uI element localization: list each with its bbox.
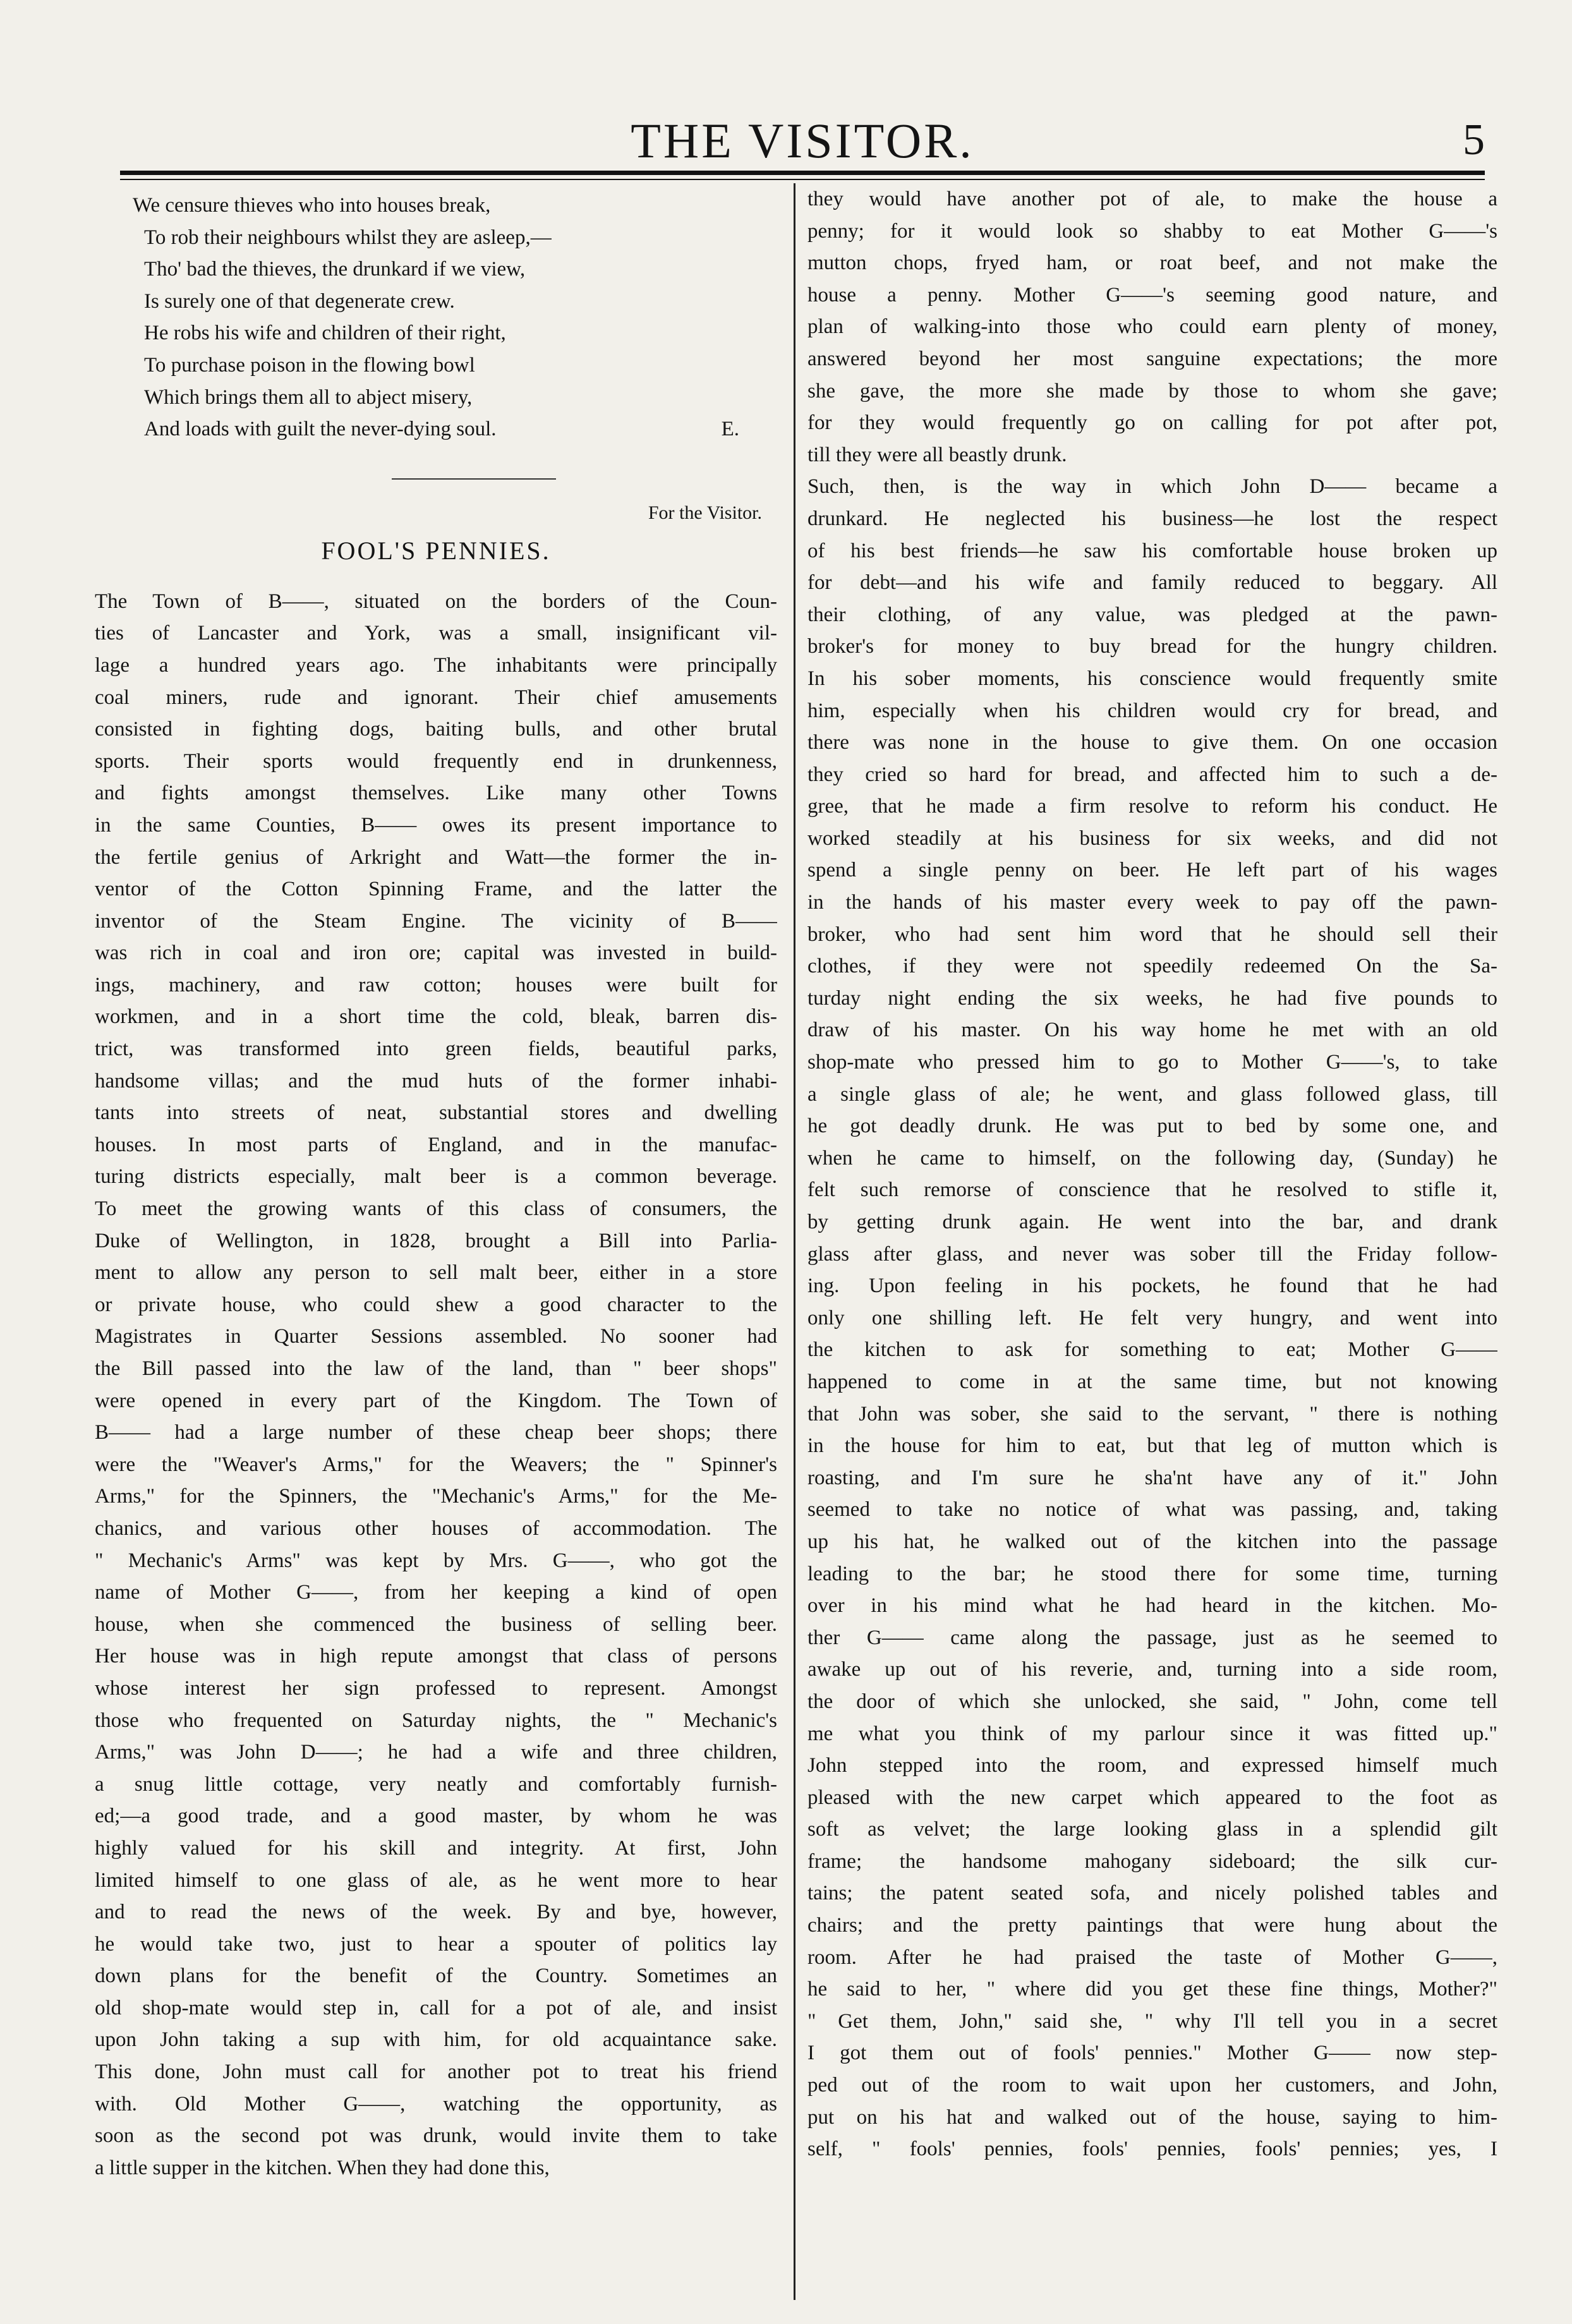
- text-line: house a penny. Mother G——'s seeming good nature, and: [807, 283, 1497, 306]
- publication-title: THE VISITOR.: [631, 113, 974, 168]
- text-line: with. Old Mother G——, watching the opportunity, as: [95, 2092, 777, 2115]
- header-rule-thick: [120, 171, 1485, 175]
- poem-line: To purchase poison in the flowing bowl: [144, 353, 475, 377]
- text-line: he got deadly drunk. He was put to bed by some one, and: [807, 1115, 1497, 1138]
- text-line: those who frequented on Saturday nights, the " Mechanic's: [95, 1709, 777, 1732]
- text-line: felt such remorse of conscience that he resolved to stifle it,: [807, 1178, 1497, 1202]
- poem-line: To rob their neighbours whilst they are asleep,—: [144, 226, 552, 249]
- text-line: Duke of Wellington, in 1828, brought a Bill into Parlia-: [95, 1229, 777, 1252]
- poem-signature: E.: [721, 418, 739, 441]
- text-line: clothes, if they were not speedily redeemed On the Sa-: [807, 955, 1497, 978]
- text-line: name of Mother G——, from her keeping a kind of open: [95, 1581, 777, 1604]
- text-line: ing. Upon feeling in his pockets, he found that he had: [807, 1274, 1497, 1298]
- text-line: they would have another pot of ale, to make the house a: [807, 188, 1497, 210]
- text-line: soon as the second pot was drunk, would invite them to take: [95, 2124, 777, 2148]
- text-line: old shop-mate would step in, call for a pot of ale, and insist: [95, 1996, 777, 2019]
- text-line: limited himself to one glass of ale, as he went more to hear: [95, 1868, 777, 1892]
- text-line: he said to her, " where did you get these fine things, Mother?": [807, 1978, 1497, 2001]
- text-line: a single glass of ale; he went, and glass followed glass, till: [807, 1082, 1497, 1106]
- text-line: chairs; and the pretty paintings that were hung about the: [807, 1914, 1497, 1937]
- section-divider: [95, 458, 777, 497]
- text-line: ped out of the room to wait upon her customers, and John,: [807, 2074, 1497, 2097]
- poem-line: He robs his wife and children of their right,: [144, 322, 506, 345]
- text-line: This done, John must call for another pot to treat his friend: [95, 2061, 777, 2084]
- text-line: by getting drunk again. He went into the bar, and drank: [807, 1211, 1497, 1233]
- text-line: they cried so hard for bread, and affected him to such a de-: [807, 763, 1497, 786]
- text-line: houses. In most parts of England, and in the manufac-: [95, 1133, 777, 1156]
- text-line: for they would frequently go on calling for pot after pot,: [807, 411, 1497, 435]
- poem: [95, 190, 777, 445]
- text-line: the fertile genius of Arkright and Watt—the former the in-: [95, 845, 777, 869]
- text-line: worked steadily at his business for six weeks, and did not: [807, 826, 1497, 850]
- text-line: mutton chops, fryed ham, or roat beef, and not make the: [807, 251, 1497, 275]
- text-line: in the hands of his master every week to pay off the pawn-: [807, 891, 1497, 914]
- text-line: only one shilling left. He felt very hungry, and went into: [807, 1306, 1497, 1329]
- text-line: over in his mind what he had heard in the kitchen. Mo-: [807, 1594, 1497, 1618]
- text-line: down plans for the benefit of the Country. Sometimes an: [95, 1964, 777, 1988]
- text-line: leading to the bar; he stood there for some time, turning: [807, 1562, 1497, 1585]
- text-line: of his best friends—he saw his comfortable house broken up: [807, 539, 1497, 562]
- text-line: B—— had a large number of these cheap beer shops; there: [95, 1421, 777, 1444]
- header-rule-thin: [120, 179, 1485, 180]
- text-line: coal miners, rude and ignorant. Their chief amusements: [95, 686, 777, 709]
- text-line: roasting, and I'm sure he sha'nt have any of it." John: [807, 1466, 1497, 1489]
- text-line: soft as velvet; the large looking glass in a splendid gilt: [807, 1818, 1497, 1841]
- text-line: John stepped into the room, and expressed himself much: [807, 1754, 1497, 1777]
- text-line: To meet the growing wants of this class of consumers, the: [95, 1197, 777, 1221]
- text-line: handsome villas; and the mud huts of the former inhabi-: [95, 1069, 777, 1092]
- text-line: Arms," was John D——; he had a wife and three children,: [95, 1741, 777, 1764]
- text-line: and fights amongst themselves. Like many other Towns: [95, 782, 777, 805]
- text-line: glass after glass, and never was sober till the Friday follow-: [807, 1242, 1497, 1266]
- text-line: In his sober moments, his conscience would frequently smite: [807, 667, 1497, 690]
- text-line: in the house for him to eat, but that leg of mutton which is: [807, 1434, 1497, 1458]
- text-line: he would take two, just to hear a spouter of politics lay: [95, 1932, 777, 1956]
- text-line: tains; the patent seated sofa, and nicely polished tables and: [807, 1882, 1497, 1905]
- text-line: gree, that he made a firm resolve to reform his conduct. He: [807, 795, 1497, 818]
- right-column: [807, 183, 1497, 2165]
- text-line: put on his hat and walked out of the house, saying to him-: [807, 2105, 1497, 2129]
- text-line: ties of Lancaster and York, was a small, insignificant vil-: [95, 622, 777, 645]
- text-line: sports. Their sports would frequently end in drunkenness,: [95, 749, 777, 773]
- poem-line: Is surely one of that degenerate crew.: [144, 289, 455, 313]
- text-line: was rich in coal and iron ore; capital was invested in build-: [95, 941, 777, 965]
- article-body-right: [807, 183, 1497, 2165]
- text-line: whose interest her sign professed to represent. Amongst: [95, 1676, 777, 1700]
- page-header: [120, 112, 1485, 169]
- text-line: chanics, and various other houses of accommodation. The: [95, 1516, 777, 1540]
- text-line: turing districts especially, malt beer is a common beverage.: [95, 1165, 777, 1189]
- text-line: the kitchen to ask for something to eat; Mother G——: [807, 1338, 1497, 1362]
- poem-line: And loads with guilt the never-dying soul.: [144, 418, 497, 441]
- text-line: upon John taking a sup with him, for old acquaintance sake.: [95, 2028, 777, 2052]
- text-line: room. After he had praised the taste of Mother G——,: [807, 1946, 1497, 1969]
- text-line: pleased with the new carpet which appeared to the foot as: [807, 1786, 1497, 1809]
- left-column: [95, 183, 777, 2184]
- text-line: awake up out of his reverie, and, turning into a side room,: [807, 1658, 1497, 1681]
- text-line: their clothing, of any value, was pledged at the pawn-: [807, 603, 1497, 626]
- text-line: the door of which she unlocked, she said, " John, come tell: [807, 1690, 1497, 1713]
- text-line: plan of walking-into those who could earn plenty of money,: [807, 315, 1497, 339]
- text-line: " Get them, John," said she, " why I'll tell you in a secret: [807, 2009, 1497, 2033]
- text-line: that John was sober, she said to the servant, " there is nothing: [807, 1402, 1497, 1425]
- text-line: lage a hundred years ago. The inhabitants were principally: [95, 653, 777, 677]
- text-line: Magistrates in Quarter Sessions assembled. No sooner had: [95, 1325, 777, 1348]
- text-line: consisted in fighting dogs, baiting bulls, and other brutal: [95, 718, 777, 741]
- column-divider: [794, 183, 795, 2300]
- text-line: broker, who had sent him word that he should sell their: [807, 923, 1497, 946]
- text-line: answered beyond her most sanguine expectations; the more: [807, 347, 1497, 370]
- page-number: 5: [1463, 116, 1485, 164]
- text-line: ed;—a good trade, and a good master, by whom he was: [95, 1805, 777, 1828]
- text-line: a snug little cottage, very neatly and comfortably furnish-: [95, 1772, 777, 1796]
- text-line: shop-mate who pressed him to go to Mother G——'s, to take: [807, 1051, 1497, 1074]
- text-line: till they were all beastly drunk.: [807, 443, 1067, 466]
- text-line: me what you think of my parlour since it was fitted up.": [807, 1722, 1497, 1745]
- text-line: drunkard. He neglected his business—he lost the respect: [807, 507, 1497, 530]
- article-title: FOOL'S PENNIES.: [321, 536, 551, 565]
- text-line: seemed to take no notice of what was passing, and, taking: [807, 1498, 1497, 1522]
- text-line: broker's for money to buy bread for the hungry children.: [807, 635, 1497, 658]
- text-line: draw of his master. On his way home he met with an old: [807, 1019, 1497, 1042]
- text-line: Her house was in high repute amongst that class of persons: [95, 1645, 777, 1668]
- article-body-left: [95, 586, 777, 2184]
- text-line: ther G—— came along the passage, just as he seemed to: [807, 1626, 1497, 1649]
- poem-line: Which brings them all to abject misery,: [144, 385, 473, 409]
- text-line: were the "Weaver's Arms," for the Weavers; the " Spinner's: [95, 1453, 777, 1476]
- text-line: and to read the news of the week. By and bye, however,: [95, 1901, 777, 1924]
- poem-line: We censure thieves who into houses break,: [133, 194, 491, 217]
- text-line: when he came to himself, on the following day, (Sunday) he: [807, 1146, 1497, 1170]
- text-line: ventor of the Cotton Spinning Frame, and the latter the: [95, 878, 777, 901]
- text-line: " Mechanic's Arms" was kept by Mrs. G——, who got the: [95, 1549, 777, 1572]
- text-line: turday night ending the six weeks, he had five pounds to: [807, 986, 1497, 1010]
- text-line: The Town of B——, situated on the borders of the Coun-: [95, 590, 777, 613]
- text-line: frame; the handsome mahogany sideboard; the silk cur-: [807, 1849, 1497, 1873]
- text-line: she gave, the more she made by those to whom she gave;: [807, 379, 1497, 402]
- text-line: self, " fools' pennies, fools' pennies, fools' pennies; yes, I: [807, 2138, 1497, 2161]
- text-line: tants into streets of neat, substantial stores and dwelling: [95, 1101, 777, 1125]
- text-line: house, when she commenced the business of selling beer.: [95, 1613, 777, 1636]
- text-line: penny; for it would look so shabby to eat Mother G——'s: [807, 219, 1497, 243]
- text-line: a little supper in the kitchen. When they had done this,: [95, 2156, 550, 2179]
- text-line: Such, then, is the way in which John D—— became a: [807, 475, 1497, 499]
- text-line: the Bill passed into the law of the land, than " beer shops": [95, 1357, 777, 1380]
- text-line: highly valued for his skill and integrity. At first, John: [95, 1836, 777, 1860]
- text-line: up his hat, he walked out of the kitchen into the passage: [807, 1530, 1497, 1553]
- text-line: for debt—and his wife and family reduced to beggary. All: [807, 571, 1497, 595]
- text-line: ment to allow any person to sell malt beer, either in a store: [95, 1261, 777, 1285]
- poem-line: Tho' bad the thieves, the drunkard if we view,: [144, 258, 526, 281]
- text-line: workmen, and in a short time the cold, bleak, barren dis-: [95, 1005, 777, 1029]
- article-byline: For the Visitor.: [648, 502, 762, 523]
- text-line: happened to come in at the same time, but not knowing: [807, 1370, 1497, 1393]
- text-line: inventor of the Steam Engine. The vicinity of B——: [95, 909, 777, 933]
- text-line: or private house, who could shew a good character to the: [95, 1293, 777, 1316]
- text-line: trict, was transformed into green fields, beautiful parks,: [95, 1038, 777, 1061]
- text-line: I got them out of fools' pennies." Mother G—— now step-: [807, 2042, 1497, 2065]
- text-line: there was none in the house to give them. On one occasion: [807, 731, 1497, 754]
- text-line: spend a single penny on beer. He left part of his wages: [807, 859, 1497, 882]
- text-line: in the same Counties, B—— owes its present importance to: [95, 813, 777, 837]
- text-line: Arms," for the Spinners, the "Mechanic's Arms," for the Me-: [95, 1485, 777, 1508]
- text-line: him, especially when his children would cry for bread, and: [807, 699, 1497, 722]
- text-line: ings, machinery, and raw cotton; houses were built for: [95, 973, 777, 996]
- text-line: were opened in every part of the Kingdom. The Town of: [95, 1389, 777, 1412]
